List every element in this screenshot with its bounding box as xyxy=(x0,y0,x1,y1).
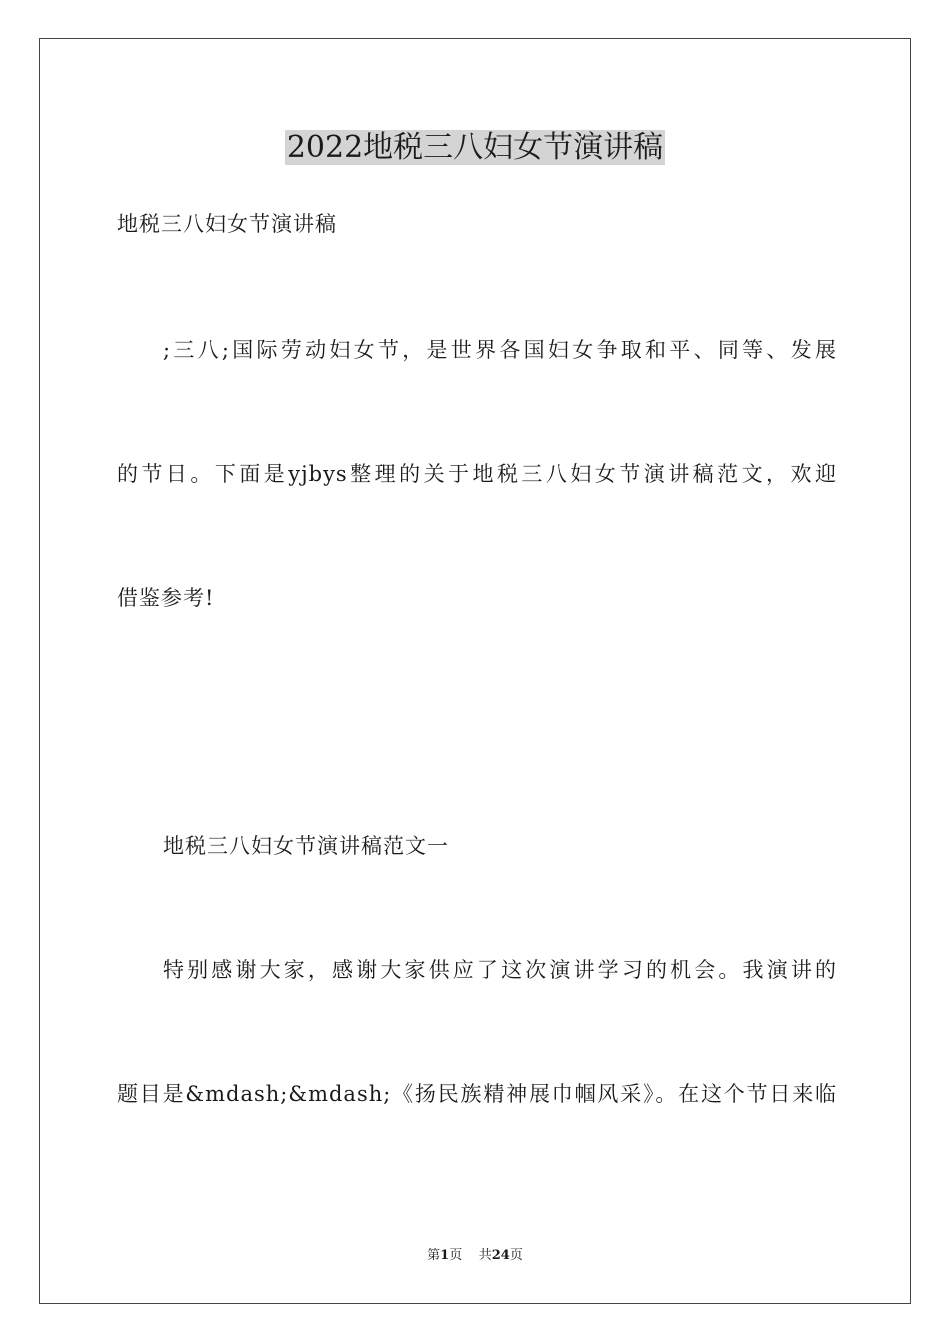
paragraph-1-line-3: 借鉴参考! xyxy=(117,586,215,610)
paragraph-1-line-2: 的节日。下面是yjbys整理的关于地税三八妇女节演讲稿范文，欢迎 xyxy=(117,462,837,486)
document-title-text: 2022地税三八妇女节演讲稿 xyxy=(286,130,664,165)
document-title xyxy=(0,128,950,168)
footer-total-pages: 24 xyxy=(491,1248,510,1263)
footer-total-prefix: 共 xyxy=(478,1248,492,1263)
section-heading: 地税三八妇女节演讲稿范文一 xyxy=(163,834,449,858)
subtitle-line: 地税三八妇女节演讲稿 xyxy=(117,212,337,236)
footer-page-suffix: 页 xyxy=(449,1248,463,1263)
paragraph-2-line-2: 题目是&mdash;&mdash;《扬民族精神展巾帼风采》。在这个节日来临 xyxy=(117,1082,837,1106)
paragraph-1-line-1: ;三八;国际劳动妇女节，是世界各国妇女争取和平、同等、发展 xyxy=(163,338,837,362)
paragraph-2-line-1: 特别感谢大家，感谢大家供应了这次演讲学习的机会。我演讲的 xyxy=(163,958,837,982)
footer-page-number: 1 xyxy=(440,1248,450,1263)
footer-total-suffix: 页 xyxy=(509,1248,523,1263)
footer-page-prefix: 第 xyxy=(427,1248,441,1263)
page-footer xyxy=(0,1247,950,1265)
